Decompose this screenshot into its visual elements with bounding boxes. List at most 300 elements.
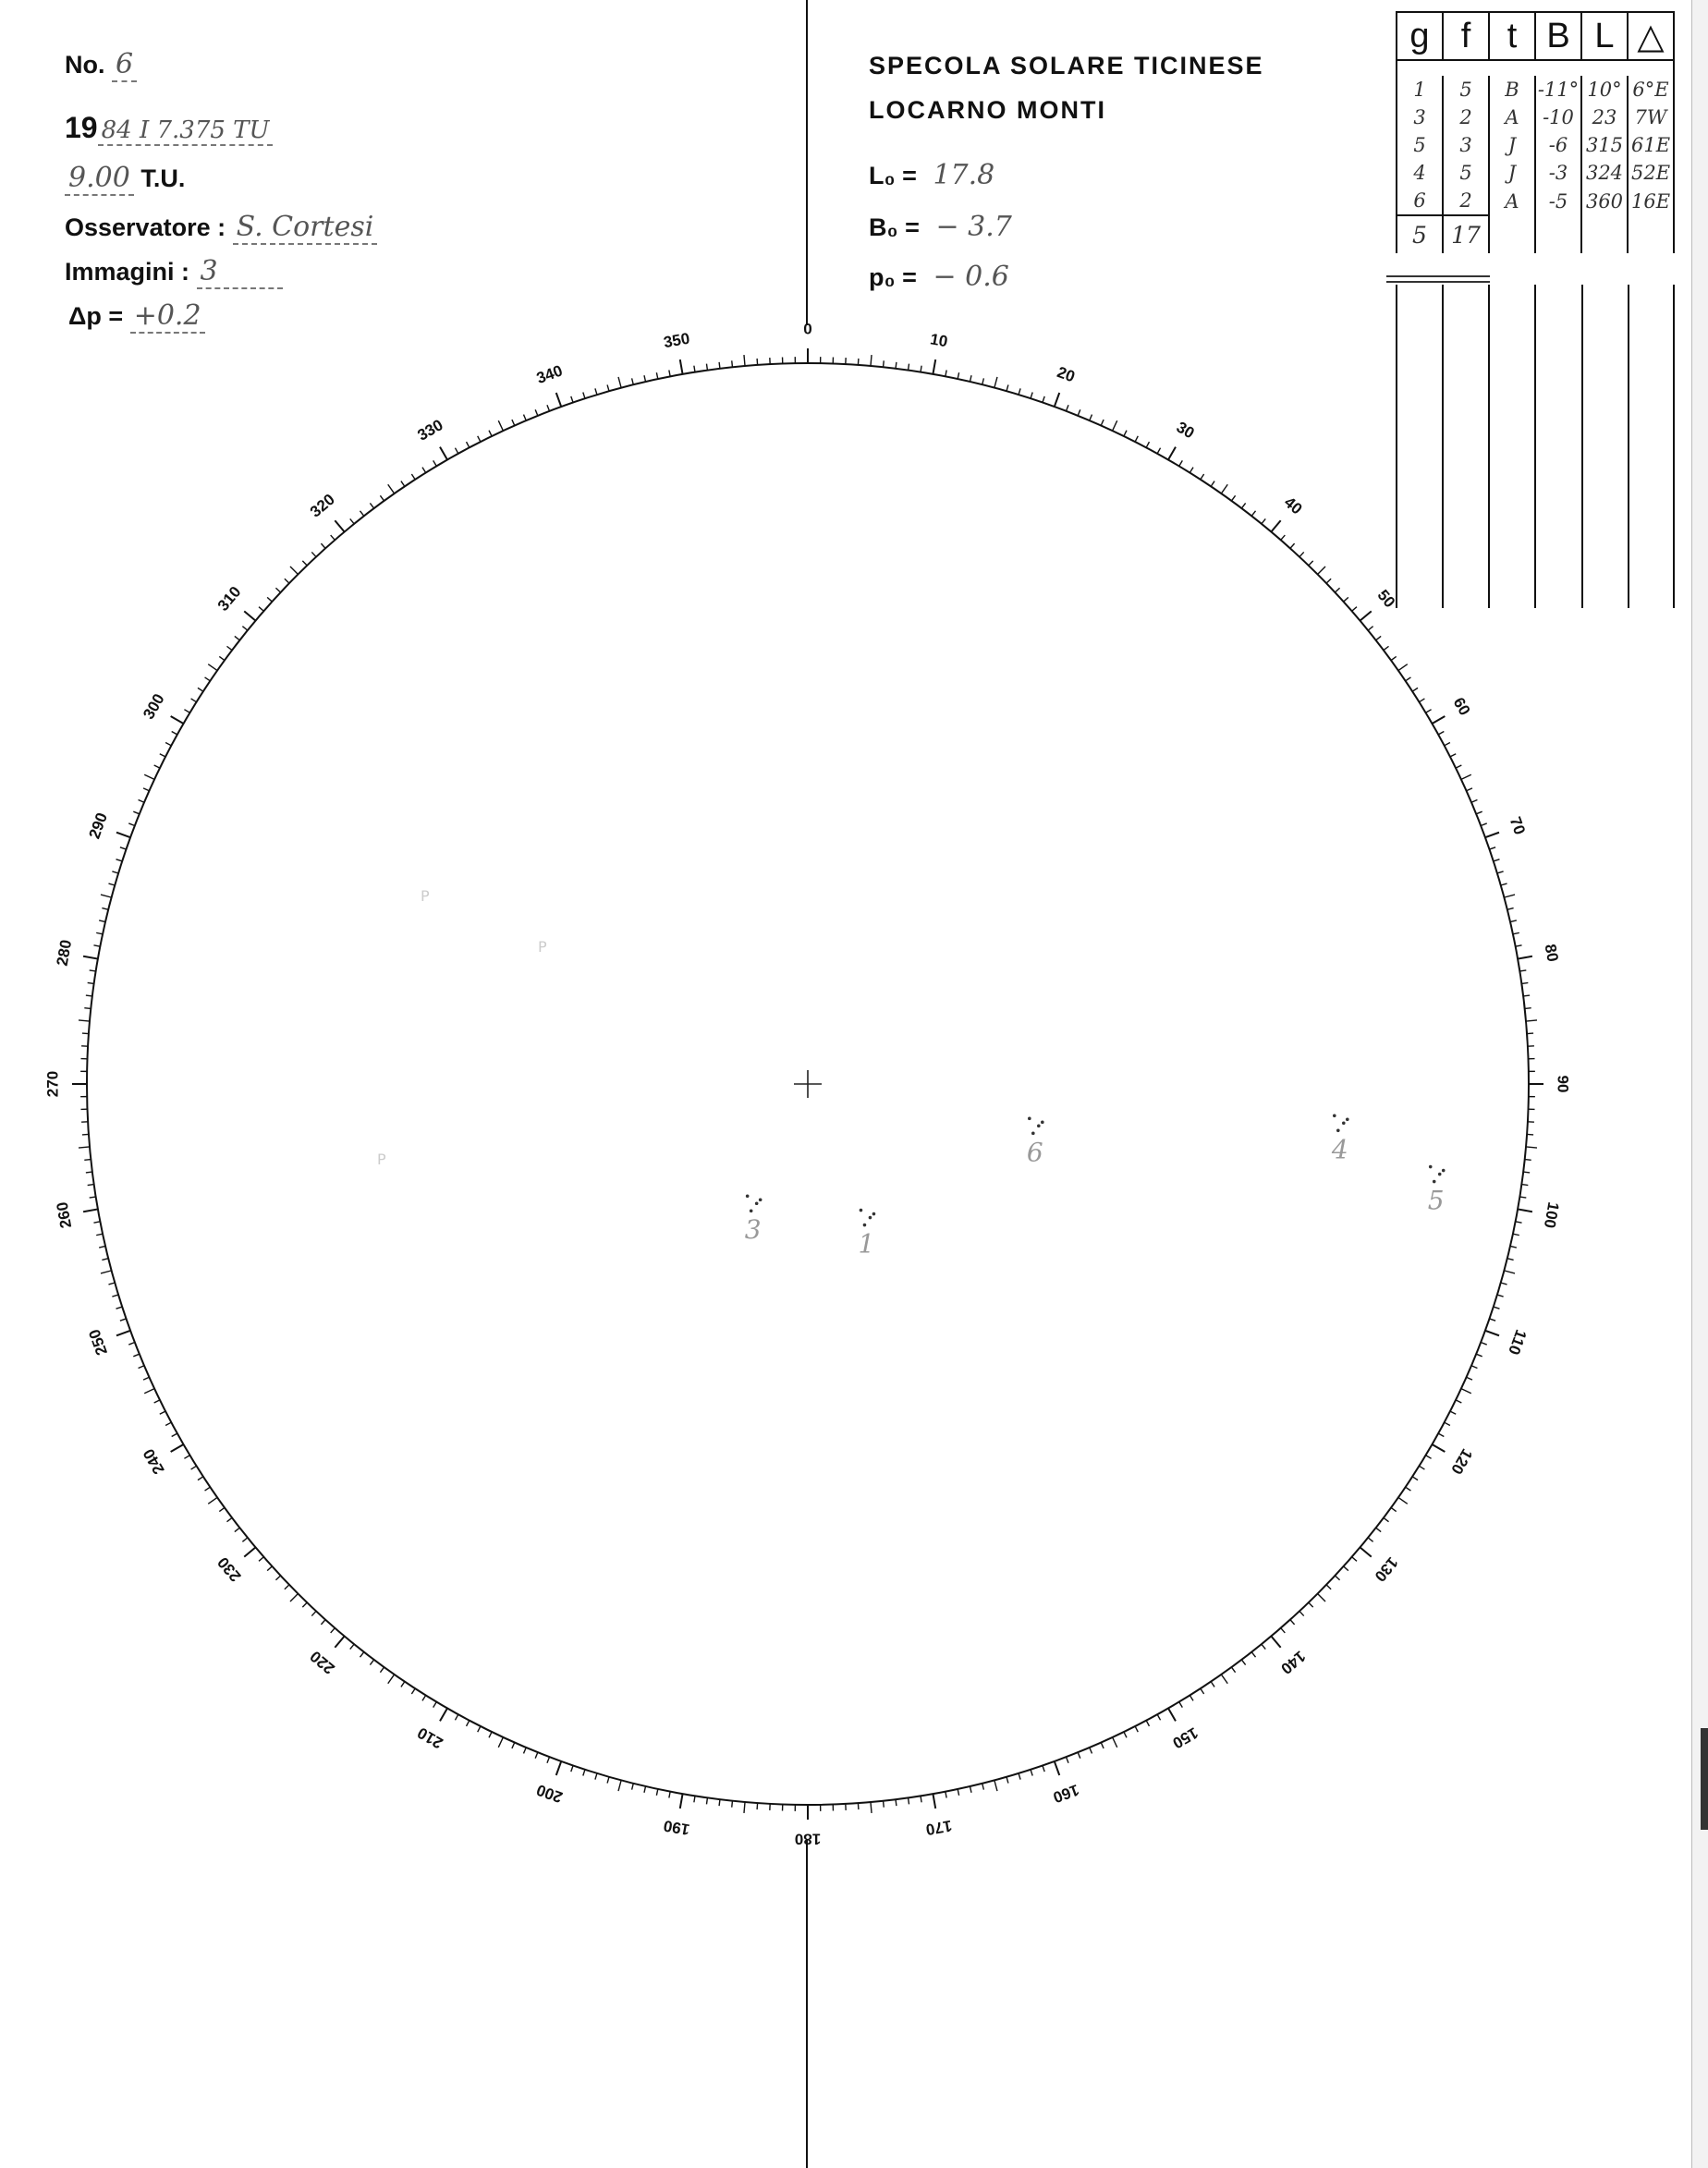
scale-tick [1078,409,1080,415]
scale-tick [1211,1682,1214,1687]
cell: 6°E [1628,76,1674,104]
scale-tick [1318,566,1325,574]
scale-tick [632,1784,634,1790]
scale-tick [128,823,135,826]
scale-tick [112,1295,118,1297]
scale-tick [1360,611,1372,620]
scale-tick [1501,1283,1507,1285]
scale-label: 220 [306,1647,338,1678]
scale-tick [1326,1585,1331,1589]
scale-tick [632,378,634,384]
cell: -11° [1535,76,1581,104]
scale-tick [706,1797,707,1804]
scale-tick [1376,636,1382,639]
scan-edge-shadow [1701,1728,1708,1830]
scale-tick [191,699,197,702]
scale-tick [694,366,695,372]
sunspot-dot [872,1212,876,1216]
scale-tick [267,597,272,602]
scale-label: 140 [1277,1647,1310,1678]
scale-tick [1406,1487,1411,1491]
scale-tick [595,388,597,395]
scale-tick [380,1667,384,1673]
scale-tick [144,1389,154,1394]
scale-tick [226,1517,232,1521]
scale-tick [79,1147,90,1148]
scale-tick [1523,995,1530,996]
header-delta: △ [1628,12,1674,60]
P0-value: − 0.6 [933,261,1009,293]
scale-tick [350,1644,354,1649]
scale-tick [970,375,971,382]
cell: 10° [1581,76,1628,104]
scale-tick [90,970,96,971]
scale-tick [1476,811,1482,814]
cell: -10 [1535,104,1581,131]
scale-tick [1299,1611,1304,1615]
sunspot-marks [746,1114,1446,1226]
scale-tick [116,1307,123,1309]
scale-tick [1019,388,1020,395]
header-L: L [1581,12,1628,60]
scale-tick [455,1714,458,1720]
scale-label: 170 [924,1816,954,1839]
scale-tick [498,1737,503,1748]
scale-tick [1231,495,1235,501]
scale-tick [1326,579,1331,583]
scale-tick [994,377,997,388]
scale-tick [1518,1209,1532,1212]
scale-tick [571,396,573,403]
scale-tick [1055,393,1059,407]
scale-tick [478,436,481,442]
scale-tick [1135,1726,1138,1732]
scale-tick [1271,1637,1280,1648]
scale-tick [172,731,177,734]
observer-value: S. Cortesi [233,211,378,245]
scale-tick [1516,945,1522,946]
scale-tick [290,1594,298,1602]
scale-tick [335,520,344,531]
scale-tick [1101,420,1104,425]
scale-tick [171,1444,184,1452]
scale-tick [1523,1172,1530,1173]
scale-tick [1335,588,1339,592]
scale-tick [83,1209,98,1212]
scale-tick [198,688,203,691]
scale-tick [235,636,240,639]
scale-tick [440,447,447,460]
scale-tick [1090,1748,1092,1753]
scale-tick [401,481,405,487]
scale-tick [1113,1737,1117,1748]
scale-label: 280 [53,938,76,968]
scale-tick [732,360,733,367]
scale-tick [618,1780,621,1791]
scale-tick [1281,535,1286,540]
images-label: Immagini : [65,258,190,286]
scale-tick [982,378,984,384]
scale-tick [1124,431,1127,436]
scale-label: 100 [1540,1200,1563,1230]
scale-tick [467,442,470,447]
scale-label: 320 [306,490,338,521]
scale-tick [1078,1752,1080,1758]
scale-tick [478,1726,481,1732]
scale-tick [108,1283,115,1285]
scale-label: 130 [1371,1553,1402,1586]
scale-tick [226,646,232,650]
scale-tick [1299,552,1304,556]
B0-value: − 3.7 [935,211,1012,243]
scale-label: 270 [43,1070,62,1098]
scale-tick [1391,1507,1397,1511]
L0-value: 17.8 [933,159,995,191]
sunspot-dot [860,1209,863,1212]
scale-tick [133,811,139,814]
scale-tick [933,1794,935,1809]
scale-tick [994,1780,997,1791]
scale-tick [1146,442,1149,447]
scale-tick [1494,1307,1500,1309]
scale-tick [184,1455,189,1459]
cell: A [1489,187,1535,215]
scale-tick [489,1732,492,1737]
scale-tick [90,1197,96,1198]
scale-tick [331,535,336,540]
scale-tick [1135,436,1138,442]
facula-mark: P [421,887,430,905]
group-label: 1 [858,1228,875,1260]
header-t: t [1489,12,1535,60]
scale-tick [165,743,171,746]
scale-tick [1368,1538,1372,1541]
scale-tick [101,1271,112,1273]
scale-label: 240 [140,1445,168,1478]
cell: 2 [1443,187,1489,215]
scale-tick [93,1222,100,1223]
scale-label: 350 [662,329,691,352]
scale-tick [99,1246,105,1248]
scale-tick [1179,1702,1183,1708]
scale-label: 20 [1055,363,1078,386]
total-groups: 5 [1397,215,1443,253]
scale-tick [719,1799,720,1806]
scale-tick [871,355,872,366]
scale-label: 50 [1373,586,1399,612]
scale-tick [1201,474,1204,480]
scale-tick [401,1682,405,1687]
scale-tick [411,1688,415,1694]
scale-tick [388,1675,395,1684]
scale-tick [1290,1620,1295,1625]
scale-tick [1471,1366,1477,1369]
scale-label: 120 [1447,1445,1476,1478]
scale-label: 150 [1169,1723,1202,1752]
sunspot-dot [1442,1169,1446,1173]
cell: A [1489,104,1535,131]
scale-tick [1006,384,1008,391]
scale-tick [120,847,127,849]
cell: 52E [1628,159,1674,187]
scale-tick [1309,1602,1313,1607]
header-g: g [1397,12,1443,60]
scale-tick [656,1789,657,1796]
scale-tick [311,552,316,556]
scale-tick [1043,1766,1044,1772]
time-suffix: T.U. [140,164,186,192]
scale-tick [120,1319,127,1321]
scale-tick [455,448,458,454]
scale-tick [1456,765,1461,768]
scale-tick [1262,1644,1265,1649]
disk-center-cross [794,1070,822,1098]
scale-tick [1485,1331,1499,1335]
scale-tick [680,1794,683,1809]
cell: 4 [1397,159,1443,187]
scale-tick [982,1784,984,1790]
scale-tick [1450,754,1456,757]
scale-tick [556,1761,561,1775]
scale-tick [79,1020,90,1021]
observatory-title: SPECOLA SOLARE TICINESE [869,52,1264,79]
scale-tick [644,1786,646,1793]
scale-tick [1456,1400,1461,1403]
cell: 2 [1443,104,1489,131]
scale-tick [242,1538,247,1541]
scale-tick [1384,646,1389,650]
header-f: f [1443,12,1489,60]
scale-tick [1352,607,1357,612]
delta-p-value: +0.2 [130,299,205,334]
scale-tick [1507,1259,1514,1261]
scale-tick [350,518,354,523]
sunspot-dot [1346,1117,1349,1121]
scale-tick [99,920,105,922]
scale-tick [1398,1497,1408,1504]
scale-tick [1467,788,1472,791]
scale-label: 210 [414,1723,446,1752]
scale-tick [259,607,263,612]
scale-tick [198,1477,203,1480]
scale-tick [116,833,130,837]
scale-tick [1006,1777,1008,1784]
scale-tick [1521,1185,1528,1186]
scale-label: 60 [1449,694,1474,719]
scale-tick [1360,1547,1372,1556]
scale-tick [1526,1147,1537,1148]
scale-tick [388,484,395,493]
cell: 360 [1581,187,1628,215]
scale-tick [84,1008,91,1009]
sunspot-dot [750,1209,753,1212]
scale-tick [1519,1197,1526,1198]
scale-tick [1241,503,1245,508]
scale-tick [706,364,707,371]
scale-tick [116,859,123,861]
scale-tick [1335,1576,1339,1580]
scale-tick [285,1585,289,1589]
cell: 16E [1628,187,1674,215]
cell: 61E [1628,131,1674,159]
scale-tick [154,1400,160,1403]
scale-tick [1490,1319,1496,1321]
scale-tick [1412,1477,1418,1480]
sunspot-dot [755,1201,759,1205]
scale-tick [433,460,437,466]
scale-tick [259,1557,263,1562]
observer-label: Osservatore : [65,213,226,241]
cell: J [1489,159,1535,187]
scale-tick [1485,833,1499,837]
scale-tick [302,561,307,566]
scale-tick [1525,1008,1531,1009]
scale-tick [871,1802,872,1813]
scale-label: 260 [53,1200,76,1230]
scale-tick [1516,1222,1522,1223]
scale-tick [1490,847,1496,849]
scale-label: 70 [1506,814,1529,837]
scale-tick [1090,415,1092,420]
scale-tick [143,788,149,791]
scale-tick [1113,420,1117,431]
scale-tick [1391,656,1397,660]
scale-tick [1211,481,1214,487]
scale-tick [694,1796,695,1802]
scale-tick [1513,932,1519,933]
scale-tick [1157,1714,1160,1720]
cell: 315 [1581,131,1628,159]
scale-tick [139,799,144,802]
scale-tick [139,1366,144,1369]
sunspot-dot [1342,1121,1346,1125]
scale-tick [595,1773,597,1780]
scale-label: 230 [214,1553,245,1586]
scale-tick [128,1343,135,1346]
scale-tick [644,375,646,382]
scale-tick [523,1748,526,1753]
scale-tick [1124,1732,1127,1737]
scale-tick [302,1602,307,1607]
year-prefix: 19 [65,111,98,144]
scale-tick [275,588,280,592]
scale-tick [467,1721,470,1726]
sunspot-dot [1028,1117,1031,1121]
scale-tick [1067,405,1069,411]
scale-tick [618,377,621,388]
scale-tick [133,1354,139,1357]
scale-tick [1231,1667,1235,1673]
scale-tick [680,359,683,374]
B0-label: B₀ = [869,213,920,241]
scale-tick [1190,1695,1193,1700]
scale-label: 310 [214,582,245,615]
scale-tick [1445,743,1450,746]
scale-tick [1504,1271,1515,1273]
scale-tick [1318,1594,1325,1602]
scale-tick [84,1160,91,1161]
scale-tick [1438,1433,1444,1436]
scale-tick [1426,1455,1432,1459]
scale-tick [1461,774,1471,779]
scale-tick [1221,1675,1227,1684]
number-label: No. [65,51,105,79]
number-value: 6 [112,48,137,82]
scale-tick [370,1660,373,1665]
scale-tick [311,1611,316,1615]
cell: 3 [1443,131,1489,159]
scale-label: 180 [794,1830,822,1848]
images-value: 3 [197,255,283,289]
facula-mark: P [377,1151,386,1168]
cell: -6 [1535,131,1581,159]
facula-mark: P [538,938,547,956]
scale-tick [1262,518,1265,523]
scale-tick [933,359,935,374]
scale-tick [1518,956,1532,959]
scale-tick [321,543,325,548]
sunspot-dot [869,1216,872,1220]
cell: 3 [1397,104,1443,131]
scale-tick [191,1466,197,1469]
scale-label: 290 [85,810,112,842]
scale-tick [422,1695,426,1700]
scale-label: 200 [533,1780,566,1807]
scale-label: 30 [1173,418,1198,443]
sunspot-dot [1336,1128,1340,1132]
cell: 1 [1397,76,1443,104]
scale-tick [83,956,98,959]
sunspot-dot [1433,1180,1436,1184]
scale-tick [512,420,515,425]
scale-label: 0 [803,320,812,338]
scale-tick [1221,484,1227,493]
scale-tick [669,1792,670,1798]
scale-tick [235,1528,240,1531]
scale-tick [160,754,165,757]
scale-tick [1055,1761,1059,1775]
scale-tick [96,1234,103,1235]
scale-tick [1481,1343,1487,1346]
scale-tick [1251,1652,1255,1658]
P0-label: p₀ = [869,263,917,291]
scale-tick [1067,1757,1069,1763]
scale-tick [1497,871,1504,873]
scale-tick [1476,1354,1482,1357]
scale-tick [1432,1444,1445,1452]
scale-tick [1101,1743,1104,1748]
scale-tick [422,468,426,473]
cell: 5 [1443,76,1489,104]
scale-tick [535,1752,538,1758]
scale-label: 40 [1280,493,1306,518]
scale-tick [535,409,538,415]
scale-tick [165,1422,171,1425]
scale-tick [583,1770,585,1776]
scale-tick [101,895,112,897]
scale-tick [1507,908,1514,910]
scale-tick [88,1185,94,1186]
scale-tick [285,579,289,583]
sunspot-dot [1333,1114,1336,1117]
scale-tick [1461,1389,1471,1394]
scale-tick [205,1487,211,1491]
scale-tick [489,431,492,436]
scale-label: 160 [1050,1780,1082,1807]
scale-tick [1043,396,1044,403]
scale-tick [744,1802,745,1813]
scale-tick [1251,511,1255,517]
